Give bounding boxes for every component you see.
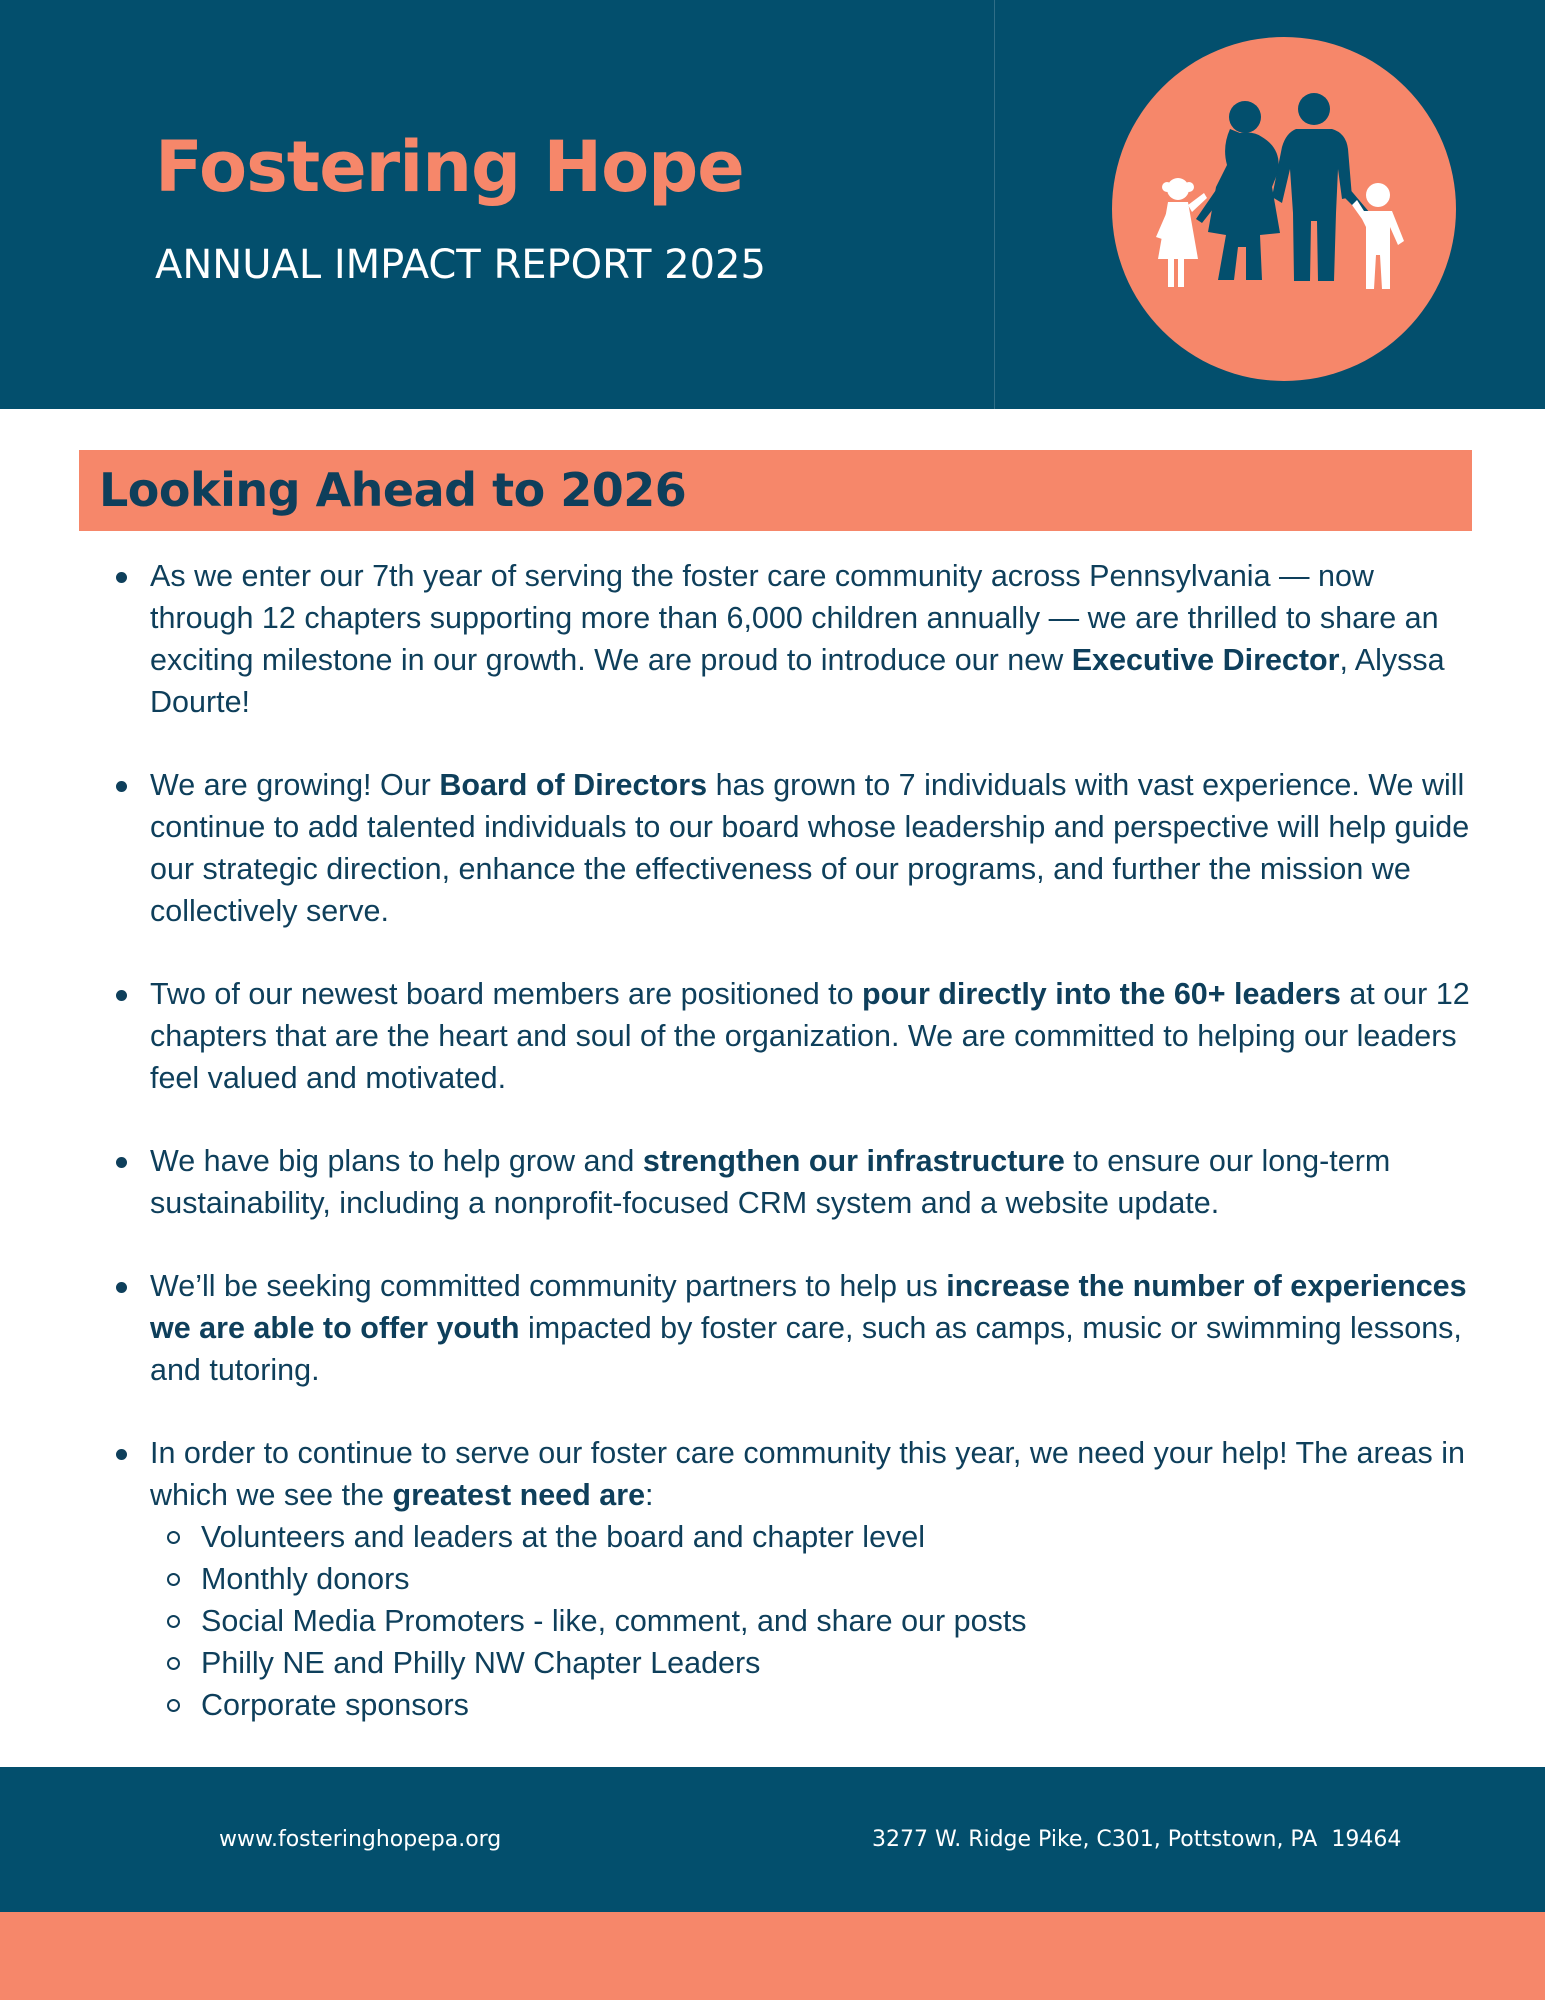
header-banner [0,0,1545,409]
list-item [150,1265,1480,1391]
section-header [79,450,1472,531]
list-item [150,764,1480,932]
website-link[interactable]: www.fosteringhopepa.org [219,1827,502,1852]
bullet-text: impacted by foster care, such as camps, music or swimming lessons, and tutoring. [150,1311,1462,1387]
list-item [150,555,1480,723]
bullet-text: at our 12 chapters that are the heart and soul of the organization. We are committed to helping our leaders feel valued and motivated. [150,977,1470,1095]
need-item: Corporate sponsors [201,1684,1480,1726]
section-title: Looking Ahead to 2026 [99,463,687,517]
footer [0,1767,1545,1912]
need-item: Philly NE and Philly NW Chapter Leaders [201,1642,1480,1684]
bullet-text: : [645,1478,654,1512]
needs-list [150,1516,1480,1726]
mailing-address: 3277 W. Ridge Pike, C301, Pottstown, PA 19464 [872,1827,1402,1852]
bullet-text: In order to continue to serve our foster care community this year, we need your help! The areas in which we see the [150,1436,1466,1512]
header-divider [994,0,995,409]
bullet-text: We are growing! Our [150,768,440,802]
bullet-emphasis: increase the number of experiences we are able to offer youth [150,1269,1467,1345]
bullet-text: Two of our newest board members are positioned to [150,977,863,1011]
bullet-text: has grown to 7 individuals with vast experience. We will continue to add talented individuals to our board whose leadership and perspective will help guide our strategic direction, enhance the effectiveness of our programs, and further the mission we collectively serve. [150,768,1470,928]
bullet-text: We have big plans to help grow and [150,1144,643,1178]
need-item: Volunteers and leaders at the board and chapter level [201,1516,1480,1558]
report-title: Fostering Hope [155,126,744,208]
report-subtitle: ANNUAL IMPACT REPORT 2025 [155,242,766,288]
bullet-text: As we enter our 7th year of serving the foster care community across Pennsylvania — now through 12 chapters supporting more than 6,000 children annually — we are thrilled to share an exciting milestone in our growth. We are proud to introduce our new [150,559,1439,677]
family-icon [1112,37,1456,381]
list-item [150,973,1480,1099]
bullet-emphasis: Executive Director [1071,643,1340,677]
need-item: Social Media Promoters - like, comment, and share our posts [201,1600,1480,1642]
bullet-emphasis: strengthen our infrastructure [642,1144,1065,1178]
need-item: Monthly donors [201,1558,1480,1600]
bullet-emphasis: pour directly into the 60+ leaders [862,977,1341,1011]
outlook-list [150,555,1480,1767]
bullet-text: We’ll be seeking committed community partners to help us [150,1269,947,1303]
bullet-text: , Alyssa Dourte! [150,643,1445,719]
list-item [150,1432,1480,1726]
bullet-text: to ensure our long-term sustainability, including a nonprofit-focused CRM system and a website update. [150,1144,1391,1220]
bullet-emphasis: Board of Directors [439,768,708,802]
list-item [150,1140,1480,1224]
footer-accent-band [0,1912,1545,2000]
bullet-emphasis: greatest need are [392,1478,646,1512]
